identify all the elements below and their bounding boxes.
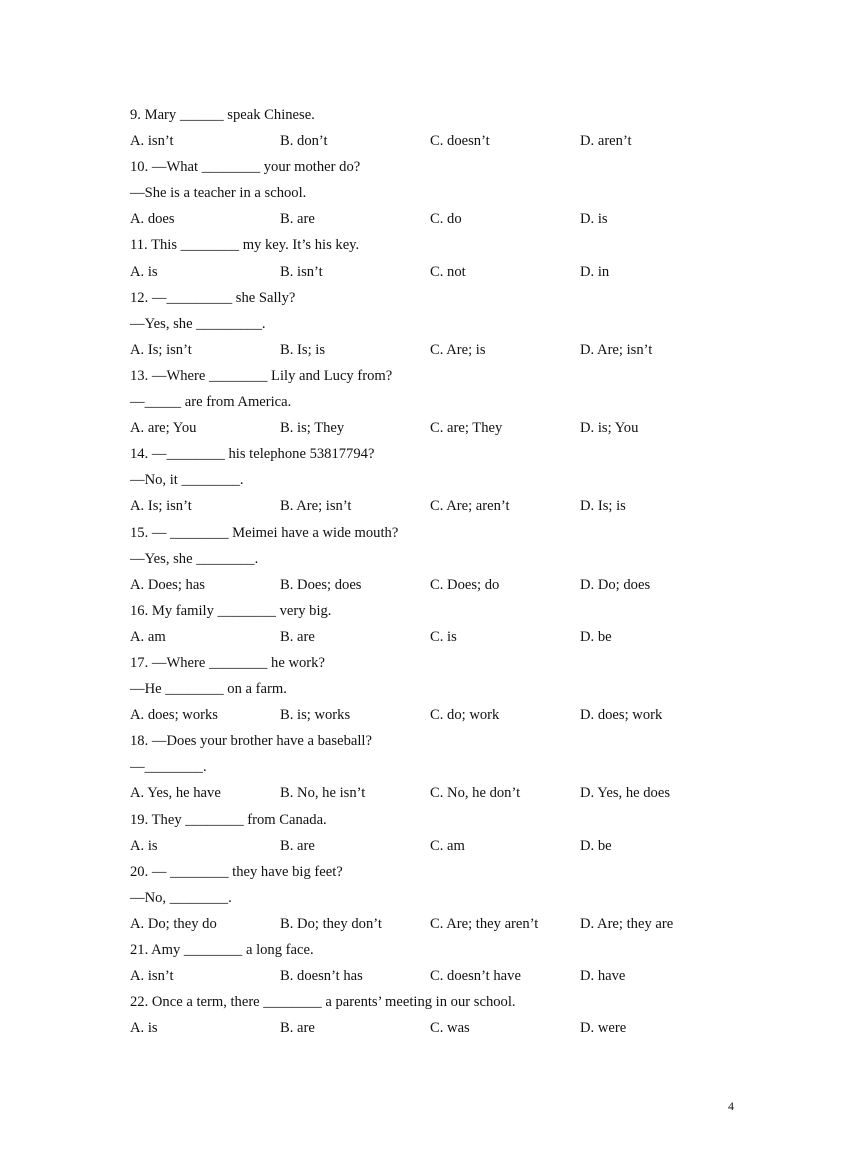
answer-option: B. are — [280, 211, 315, 228]
question-block — [130, 363, 750, 441]
answer-option: A. Does; has — [130, 576, 205, 593]
answer-option: A. does; works — [130, 707, 218, 724]
question-block — [130, 154, 750, 232]
dialogue-response: —Yes, she _________. — [130, 315, 266, 332]
answer-option: B. are — [280, 1020, 315, 1037]
question-block — [130, 650, 750, 728]
answer-option: B. doesn’t has — [280, 968, 363, 985]
question-stem: 15. — ________ Meimei have a wide mouth? — [130, 524, 399, 541]
answer-option: D. is; You — [580, 420, 639, 437]
answer-option: A. does — [130, 211, 175, 228]
answer-option: C. Are; aren’t — [430, 498, 510, 515]
question-stem: 13. —Where ________ Lily and Lucy from? — [130, 367, 393, 384]
question-stem: 20. — ________ they have big feet? — [130, 863, 343, 880]
answer-option: B. is; They — [280, 420, 345, 437]
page-number: 4 — [728, 1099, 734, 1113]
dialogue-response: —________. — [130, 759, 207, 776]
answer-option: D. Yes, he does — [580, 785, 670, 802]
answer-options — [130, 259, 750, 285]
question-stem: 17. —Where ________ he work? — [130, 654, 325, 671]
question-block — [130, 441, 750, 519]
answer-option: A. Do; they do — [130, 915, 217, 932]
answer-option: A. isn’t — [130, 968, 174, 985]
answer-options — [130, 833, 750, 859]
answer-option: C. No, he don’t — [430, 785, 521, 802]
answer-option: A. isn’t — [130, 133, 174, 150]
dialogue-response: —Yes, she ________. — [130, 550, 259, 567]
answer-options — [130, 206, 750, 232]
question-block — [130, 728, 750, 806]
answer-option: C. do; work — [430, 707, 500, 724]
answer-option: D. were — [580, 1020, 627, 1037]
answer-option: A. are; You — [130, 420, 197, 437]
answer-option: D. in — [580, 263, 610, 280]
answer-option: D. be — [580, 628, 612, 645]
answer-option: B. Are; isn’t — [280, 498, 352, 515]
answer-option: C. is — [430, 628, 457, 645]
question-block — [130, 520, 750, 598]
answer-option: A. is — [130, 1020, 158, 1037]
question-block — [130, 859, 750, 937]
answer-options — [130, 963, 750, 989]
answer-options — [130, 337, 750, 363]
question-stem: 22. Once a term, there ________ a parents’ meeting in our school. — [130, 994, 516, 1011]
answer-option: D. aren’t — [580, 133, 632, 150]
question-stem: 16. My family ________ very big. — [130, 602, 332, 619]
dialogue-response: —_____ are from America. — [130, 394, 292, 411]
answer-option: B. Does; does — [280, 576, 362, 593]
answer-options — [130, 780, 750, 806]
answer-option: C. was — [430, 1020, 470, 1037]
question-block — [130, 937, 750, 989]
dialogue-response: —No, ________. — [130, 889, 232, 906]
question-block — [130, 598, 750, 650]
question-stem: 12. —_________ she Sally? — [130, 289, 296, 306]
question-block — [130, 989, 750, 1041]
answer-option: D. Are; they are — [580, 915, 674, 932]
answer-option: A. Yes, he have — [130, 785, 221, 802]
answer-option: A. is — [130, 263, 158, 280]
answer-option: D. Do; does — [580, 576, 651, 593]
answer-options — [130, 702, 750, 728]
answer-option: A. am — [130, 628, 166, 645]
answer-option: C. Are; they aren’t — [430, 915, 539, 932]
dialogue-response: —He ________ on a farm. — [130, 681, 287, 698]
question-stem: 19. They ________ from Canada. — [130, 811, 327, 828]
answer-option: A. is — [130, 837, 158, 854]
answer-option: C. Are; is — [430, 341, 486, 358]
answer-option: C. do — [430, 211, 462, 228]
question-block — [130, 285, 750, 363]
answer-option: C. doesn’t have — [430, 968, 521, 985]
answer-option: C. are; They — [430, 420, 503, 437]
answer-option: B. Do; they don’t — [280, 915, 382, 932]
answer-options — [130, 415, 750, 441]
answer-options — [130, 572, 750, 598]
answer-option: C. doesn’t — [430, 133, 490, 150]
answer-option: C. not — [430, 263, 466, 280]
answer-options — [130, 128, 750, 154]
question-stem: 11. This ________ my key. It’s his key. — [130, 237, 360, 254]
question-stem: 10. —What ________ your mother do? — [130, 159, 361, 176]
question-stem: 14. —________ his telephone 53817794? — [130, 446, 375, 463]
answer-option: B. isn’t — [280, 263, 323, 280]
answer-options — [130, 911, 750, 937]
question-stem: 9. Mary ______ speak Chinese. — [130, 107, 315, 123]
answer-option: B. are — [280, 628, 315, 645]
answer-option: D. have — [580, 968, 626, 985]
question-stem: 21. Amy ________ a long face. — [130, 942, 314, 958]
dialogue-response: —No, it ________. — [130, 472, 244, 489]
question-stem: 18. —Does your brother have a baseball? — [130, 733, 372, 750]
answer-option: A. Is; isn’t — [130, 498, 192, 515]
answer-option: D. Is; is — [580, 498, 626, 515]
question-block — [130, 232, 750, 284]
answer-option: D. be — [580, 837, 612, 854]
answer-option: C. am — [430, 837, 465, 854]
answer-options — [130, 493, 750, 519]
answer-option: D. does; work — [580, 707, 663, 724]
answer-options — [130, 1015, 750, 1041]
answer-option: B. No, he isn’t — [280, 785, 366, 802]
question-list — [130, 102, 750, 1041]
answer-option: B. is; works — [280, 707, 351, 724]
dialogue-response: —She is a teacher in a school. — [130, 185, 307, 202]
answer-option: D. is — [580, 211, 608, 228]
answer-option: A. Is; isn’t — [130, 341, 192, 358]
answer-option: B. are — [280, 837, 315, 854]
question-block — [130, 102, 750, 154]
answer-options — [130, 624, 750, 650]
answer-option: B. don’t — [280, 133, 328, 150]
question-block — [130, 807, 750, 859]
answer-option: C. Does; do — [430, 576, 500, 593]
answer-option: B. Is; is — [280, 341, 326, 358]
answer-option: D. Are; isn’t — [580, 341, 653, 358]
